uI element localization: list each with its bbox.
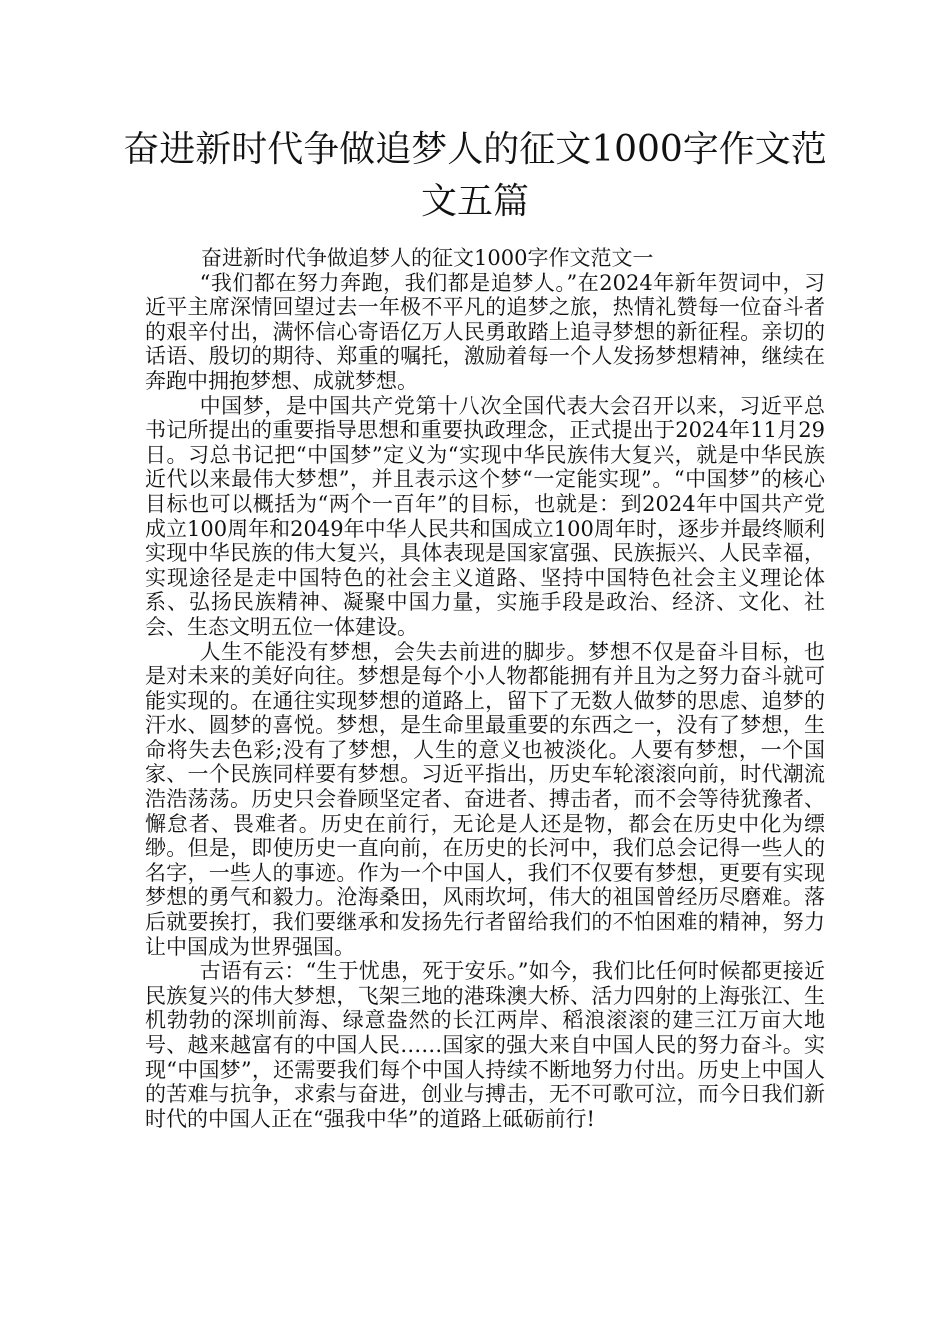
paragraph-4: 古语有云：“生于忧患，死于安乐。”如今，我们比任何时候都更接近民族复兴的伟大梦想，飞架三地的港珠澳大桥、活力四射的上海张江、生机勃勃的深圳前海、绿意盎然的长江两岸、稻浪滚滚的建三江万亩大地号、越来越富有的中国人民……国家的强大来自中国人民的努力奋斗。实现“中国梦”，还需要我们每个中国人持续不断地努力付出。历史上中国人的苦难与抗争，求索与奋进，创业与搏击，无不可歌可泣，而今日我们新时代的中国人正在“强我中华”的道路上砥砺前行! — [145, 959, 825, 1131]
document-body — [145, 246, 825, 1131]
paragraph-1: “我们都在努力奔跑，我们都是追梦人。”在2024年新年贺词中，习近平主席深情回望过去一年极不平凡的追梦之旅，热情礼赞每一位奋斗者的艰辛付出，满怀信心寄语亿万人民勇敢踏上追寻梦想的新征程。亲切的话语、殷切的期待、郑重的嘱托，激励着每一个人发扬梦想精神，继续在奔跑中拥抱梦想、成就梦想。 — [145, 270, 825, 393]
essay-subtitle: 奋进新时代争做追梦人的征文1000字作文范文一 — [201, 246, 654, 270]
document-title: 奋进新时代争做追梦人的征文1000字作文范文五篇 — [123, 129, 827, 222]
paragraph-2: 中国梦，是中国共产党第十八次全国代表大会召开以来，习近平总书记所提出的重要指导思想和重要执政理念，正式提出于2024年11月29日。习总书记把“中国梦”定义为“实现中华民族伟大复兴，就是中华民族近代以来最伟大梦想”，并且表示这个梦“一定能实现”。“中国梦”的核心目标也可以概括为“两个一百年”的目标，也就是：到2024年中国共产党成立100周年和2049年中华人民共和国成立100周年时，逐步并最终顺利实现中华民族的伟大复兴，具体表现是国家富强、民族振兴、人民幸福，实现途径是走中国特色的社会主义道路、坚持中国特色社会主义理论体系、弘扬民族精神、凝聚中国力量，实施手段是政治、经济、文化、社会、生态文明五位一体建设。 — [145, 393, 825, 639]
paragraph-3: 人生不能没有梦想，会失去前进的脚步。梦想不仅是奋斗目标，也是对未来的美好向往。梦想是每个小人物都能拥有并且为之努力奋斗就可能实现的。在通往实现梦想的道路上，留下了无数人做梦的思虑、追梦的汗水、圆梦的喜悦。梦想，是生命里最重要的东西之一，没有了梦想，生命将失去色彩;没有了梦想，人生的意义也被淡化。人要有梦想，一个国家、一个民族同样要有梦想。习近平指出，历史车轮滚滚向前，时代潮流浩浩荡荡。历史只会眷顾坚定者、奋进者、搏击者，而不会等待犹豫者、懈怠者、畏难者。历史在前行，无论是人还是物，都会在历史中化为缥缈。但是，即使历史一直向前，在历史的长河中，我们总会记得一些人的名字，一些人的事迹。作为一个中国人，我们不仅要有梦想，更要有实现梦想的勇气和毅力。沧海桑田，风雨坎坷，伟大的祖国曾经历尽磨难。落后就要挨打，我们要继承和发扬先行者留给我们的不怕困难的精神，努力让中国成为世界强国。 — [145, 639, 825, 959]
